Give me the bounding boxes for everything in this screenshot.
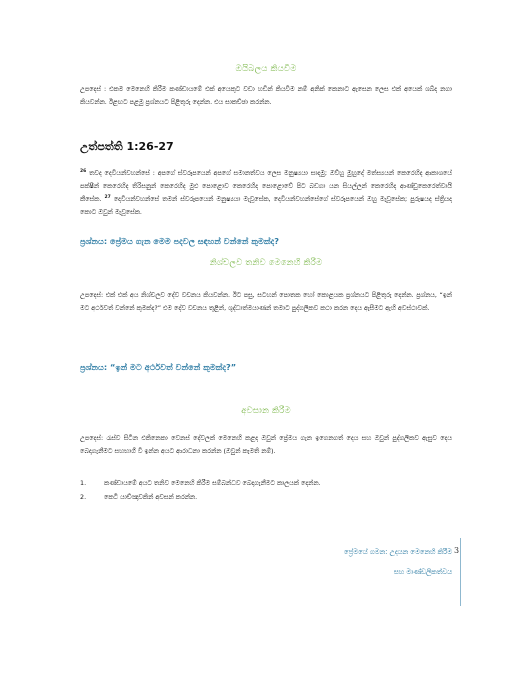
section-heading-bible-reading: ඔයිබලය කියවීම: [235, 64, 297, 74]
verse-text-27: දෙවියන්වහන්සේ තමන් ස්වරූපයෙන් මනුෂ්‍යයා මැවූසේක, දෙවියන්වහන්සේගේ ස්වරූපයෙන් ඔහු මැවූසේක; පුරුෂයද ස්ත්‍රියද කොට ඔවුන් මැවූසේක.: [80, 195, 452, 216]
section-heading-silent-meditation: නිශ්චලව තනිව මෙනෙහි කිරීම: [209, 258, 323, 268]
list-item: [80, 490, 452, 504]
list-item-text: කණ්ඩායමේ අයට තනිව මෙනෙහි කිරීම සම්බන්ධව බෙදාගැනීමට කාලයක් දෙන්න.: [104, 478, 321, 487]
footer-divider: [460, 538, 461, 606]
footer-subtitle: සහ මාණ්ඩලිකත්වය: [393, 568, 452, 576]
question-meaning: ප්‍රශ්නය: “ඉන් මට අර්ථවත් වන්නේ කුමක්ද?”: [80, 362, 237, 372]
silent-instructions: උපදෙස්: එක් එක් අය නිශ්චලව දේව වචනය කියවන්න. ඊට පසු, සටහන් පොතක හෝ කොළයක ප්‍රශ්නයට පිළිතුරු දෙන්න. ප්‍රශ්නය, “ඉන් මට අර්ථවත් වන්නේ කුමක්ද?” එම දේව වචනය තුළින්, ශුද්ධාත්මයාණන් තමාට පුද්ගලිකව කථා කරන දෙය ඇසීමට ඇහි අවස්ථාවක්.: [80, 291, 452, 312]
verse-reference: උත්පත්ති 1:26-27: [80, 140, 174, 153]
verse-number-26: 26: [80, 169, 87, 174]
question-love: ප්‍රශ්නය: ප්‍රේමය ගැන මෙම පදවල සඳහන් වන්නේ කුමක්ද?: [80, 236, 279, 246]
verse-number-27: 27: [104, 195, 111, 201]
conclusion-list: [80, 476, 452, 504]
list-item-number: 1.: [80, 479, 87, 487]
section-heading-conclusion: අවසාන කිරීම: [241, 406, 291, 416]
list-item-number: 2.: [80, 493, 87, 501]
footer-title: ප්‍රේමයේ ගමන: උදයන මෙනෙහි කිරීම: [344, 548, 452, 556]
list-item-text: කෙටි යාච්ඤාවකින් අවසන් කරන්න.: [104, 492, 198, 501]
scripture-passage: [80, 166, 452, 218]
page-number: 3: [454, 546, 460, 555]
intro-instructions: උපදෙස් : එකම මෙනෙහි කිරීම කණ්ඩායමේ එක් අයෙකුට වඩා හඩින් කියවීම නම් අනික් කෙනාට ඇසෙන ලෙස එක් අයෙක් ශබ්ද නගා කියවන්න. ඊළඟට පළමු ප්‍රශ්නයට පිළිතුරු දෙන්න. එය සාකච්ඡා කරන්න.: [80, 85, 452, 106]
list-item: [80, 476, 452, 490]
verse-text-26: තවද දෙවියන්වහන්සේ : අපගේ ස්වරූපයෙන් අපගේ සමානත්වය ලෙස මනුෂ්‍යයා සාදමු; ඔව්හු මුහුදේ මත්ස්‍යයන් කෙරෙහිද ආකාශයේ පක්ෂීන් කෙරෙහිද තිරිසනුන් කෙරෙහිද මුළු පොළොව කෙරෙහිද පොළොවේ පිට බඩගා යන සියල්ලන් කෙරෙහිද ආණ්ඩුකෙරෙත්වායි කීසේක.: [80, 169, 452, 204]
conclusion-instructions: උපදෙස්: රැස්ව සිටින එකිනෙකා වෙනස් දේවලක් මෙනෙහි කළද ඔවුන් ප්‍රේමය ගැන ඉගෙනගත් දෙය සහ ඔවුන් පුද්ගලිකව ඇසුව දෙය බෙදාගැනීමට සහභාගී වී ඉන්න අයට ආරාධනා කරන්න (ඔවුන් කැමති නම්).: [80, 434, 452, 455]
